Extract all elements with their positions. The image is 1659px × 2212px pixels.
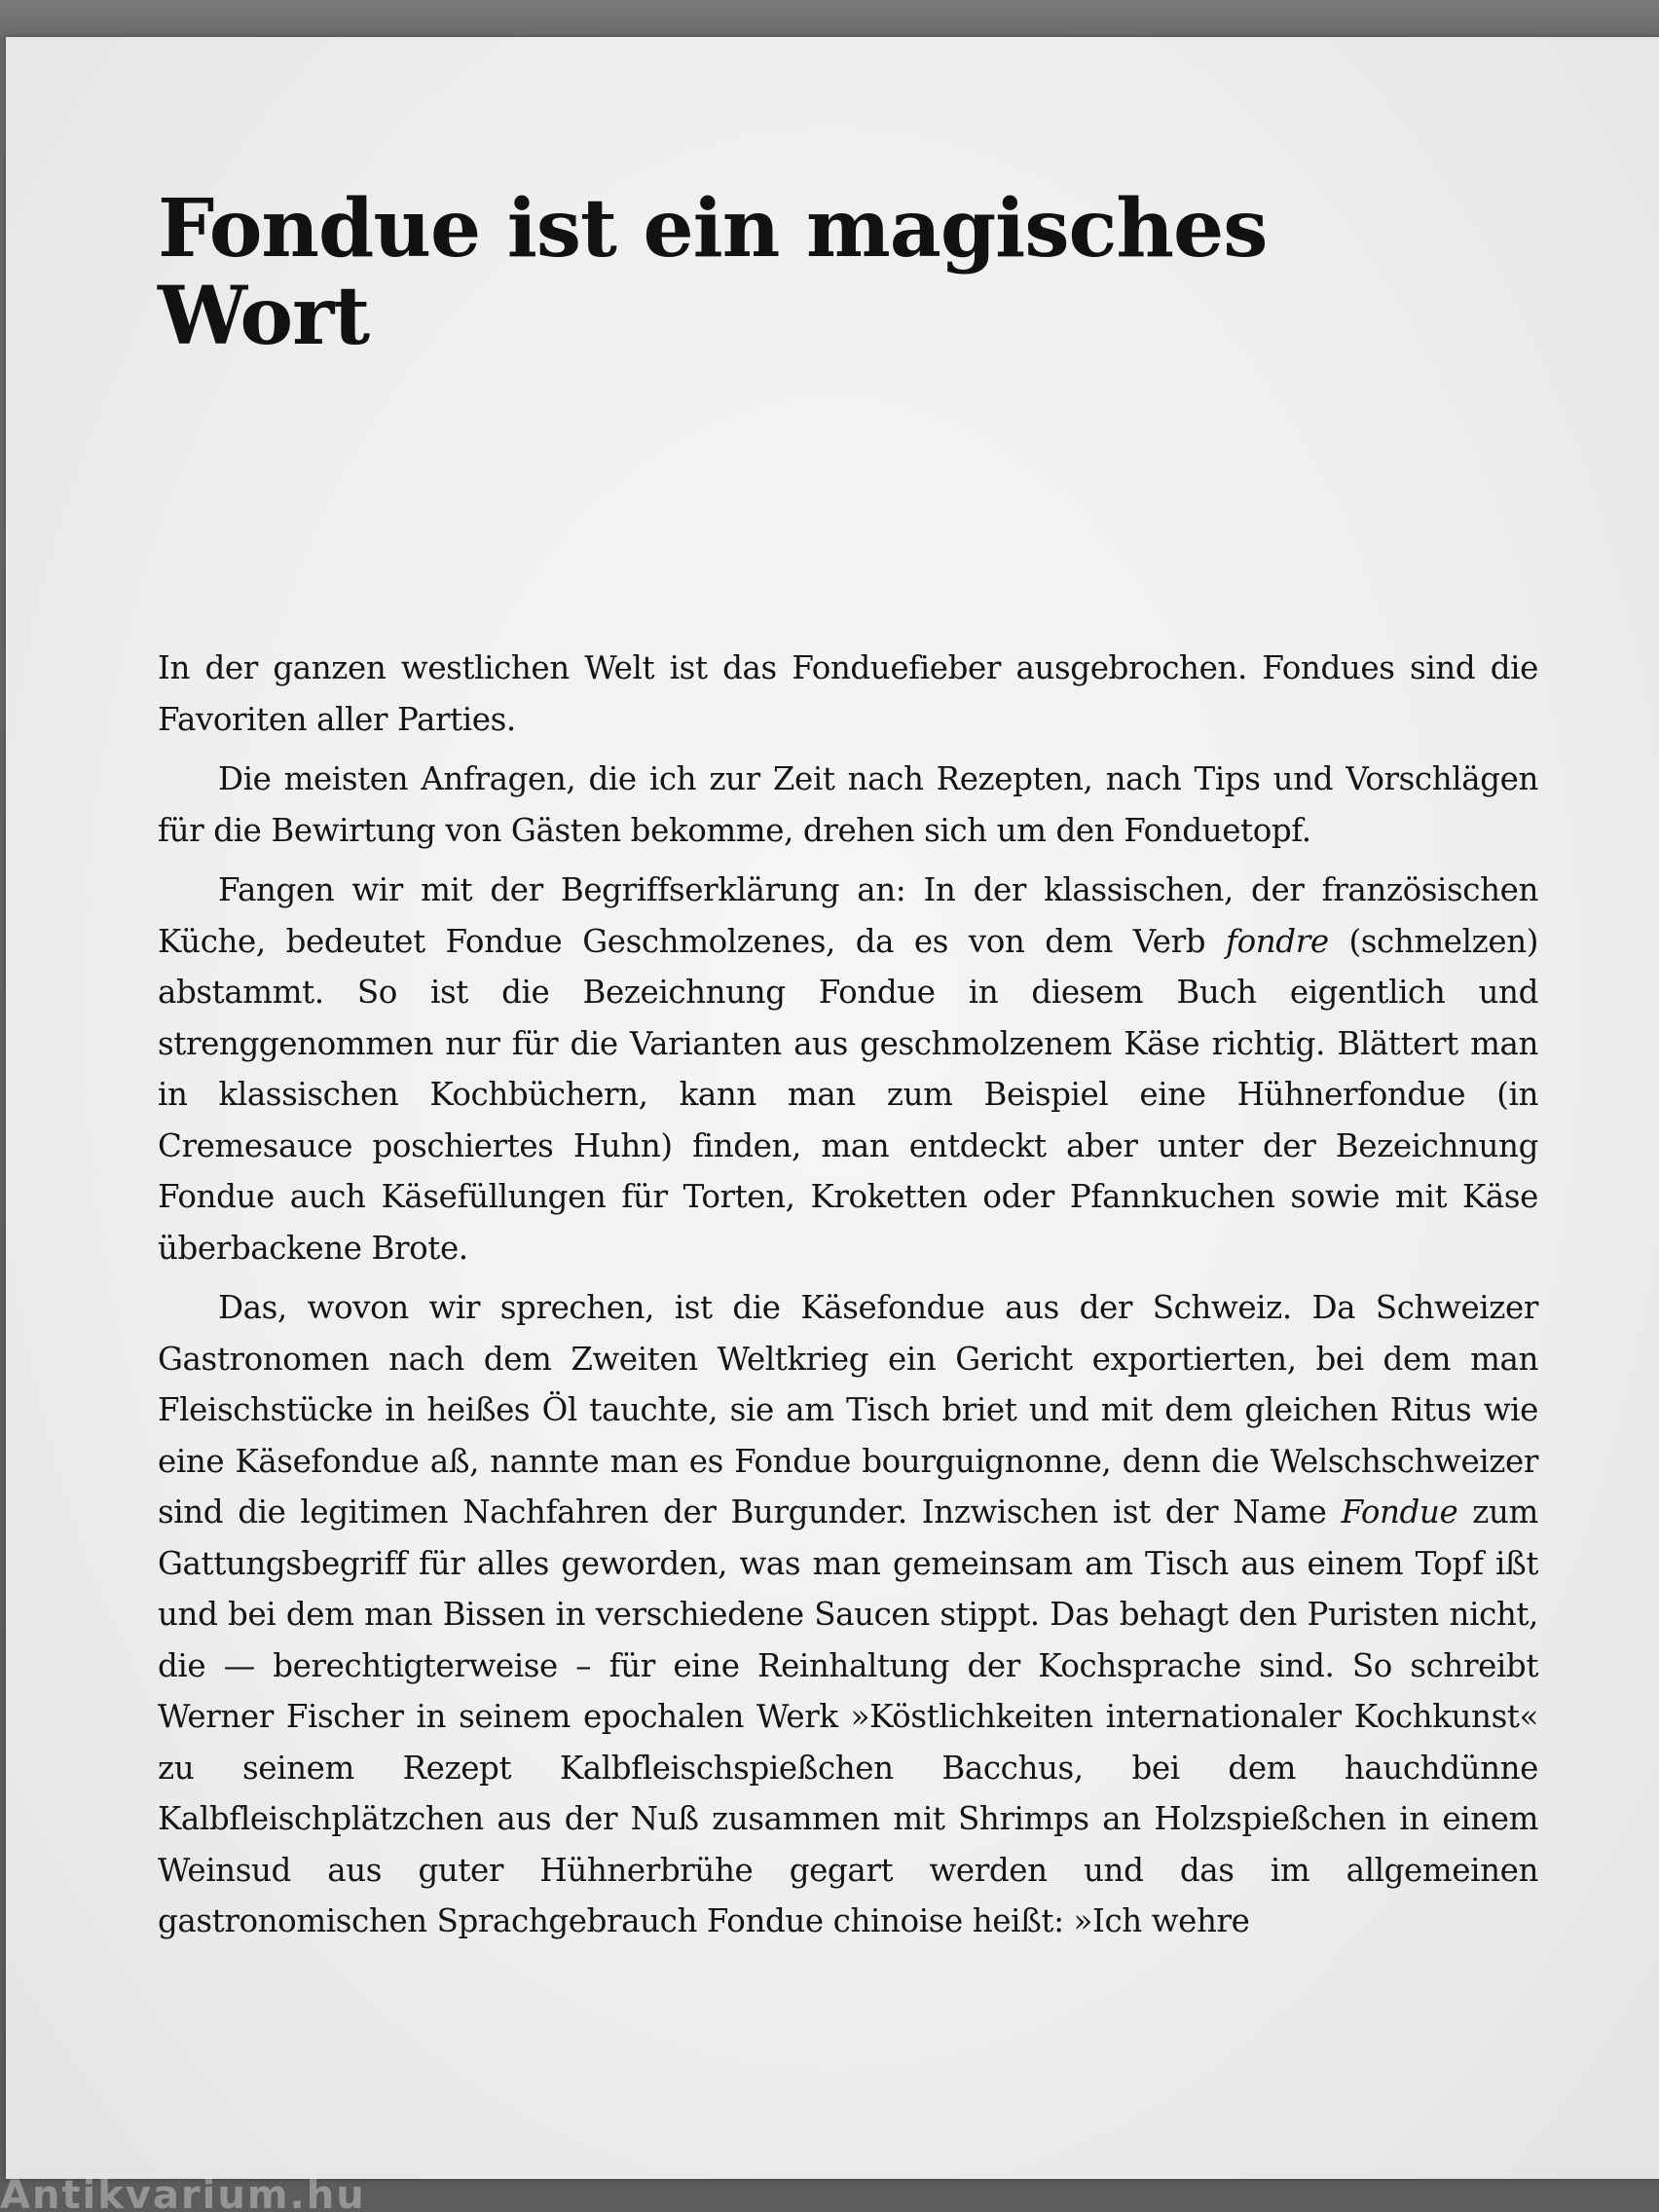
paragraph-2 xyxy=(158,754,1538,856)
body-text xyxy=(158,643,1538,1956)
page-title-line-1: Fondue ist ein magisches xyxy=(158,182,1268,276)
paragraph-4-italic-term: Fondue xyxy=(1341,1493,1458,1530)
paragraph-1 xyxy=(158,643,1538,745)
paragraph-2-text: Die meisten Anfragen, die ich zur Zeit nach Rezepten, nach Tips und Vorschlägen für die Bewirtung von Gästen bekomme, drehen sich um den Fonduetopf. xyxy=(158,760,1538,849)
paragraph-3-italic-term: fondre xyxy=(1225,922,1329,960)
page-title xyxy=(158,182,1423,363)
watermark: Antikvarium.hu xyxy=(0,2173,366,2212)
paragraph-4-text-b: zum Gattungsbegriff für alles geworden, was man gemeinsam am Tisch aus einem Topf ißt und bei dem man Bissen in verschiedene Saucen stippt. Das behagt den Puristen nicht, die — berechtigterweise – für eine Reinhaltung der Kochsprache sind. So schreibt Werner Fischer in seinem epochalen Werk »Köstlichkeiten internationaler Kochkunst« zu seinem Rezept Kalbfleischspießchen Bacchus, bei dem hauchdünne Kalbfleischplätzchen aus der Nuß zusammen mit Shrimps an Holzspießchen in einem Weinsud aus guter Hühnerbrühe gegart werden und das im allgemeinen gastronomischen Sprachgebrauch Fondue chinoise heißt: »Ich wehre xyxy=(158,1493,1538,1939)
paragraph-1-text: In der ganzen westlichen Welt ist das Fonduefieber ausgebrochen. Fondues sind die Favoriten aller Parties. xyxy=(158,649,1538,738)
paragraph-4 xyxy=(158,1282,1538,1947)
paragraph-3-text-b: (schmelzen) abstammt. So ist die Bezeichnung Fondue in diesem Buch eigentlich und strenggenommen nur für die Varianten aus geschmolzenem Käse richtig. Blättert man in klassischen Kochbüchern, kann man zum Beispiel eine Hühnerfondue (in Cremesauce poschiertes Huhn) finden, man entdeckt aber unter der Bezeichnung Fondue auch Käsefüllungen für Torten, Kroketten oder Pfannkuchen sowie mit Käse überbackene Brote. xyxy=(158,922,1539,1267)
book-page xyxy=(6,37,1659,2179)
paragraph-4-text-a: Das, wovon wir sprechen, ist die Käsefondue aus der Schweiz. Da Schweizer Gastronomen nach dem Zweiten Weltkrieg ein Gericht exportierten, bei dem man Fleischstücke in heißes Öl tauchte, sie am Tisch briet und mit dem gleichen Ritus wie eine Käsefondue aß, nannte man es Fondue bourguignonne, denn die Welschschweizer sind die legitimen Nachfahren der Burgunder. Inzwischen ist der Name xyxy=(158,1289,1538,1530)
page-title-line-2: Wort xyxy=(158,270,370,363)
paragraph-3 xyxy=(158,865,1538,1273)
paragraph-3-text-a: Fangen wir mit der Begriffserklärung an: In der klassischen, der französischen Küche, bedeutet Fondue Geschmolzenes, da es von dem Verb xyxy=(158,871,1538,960)
